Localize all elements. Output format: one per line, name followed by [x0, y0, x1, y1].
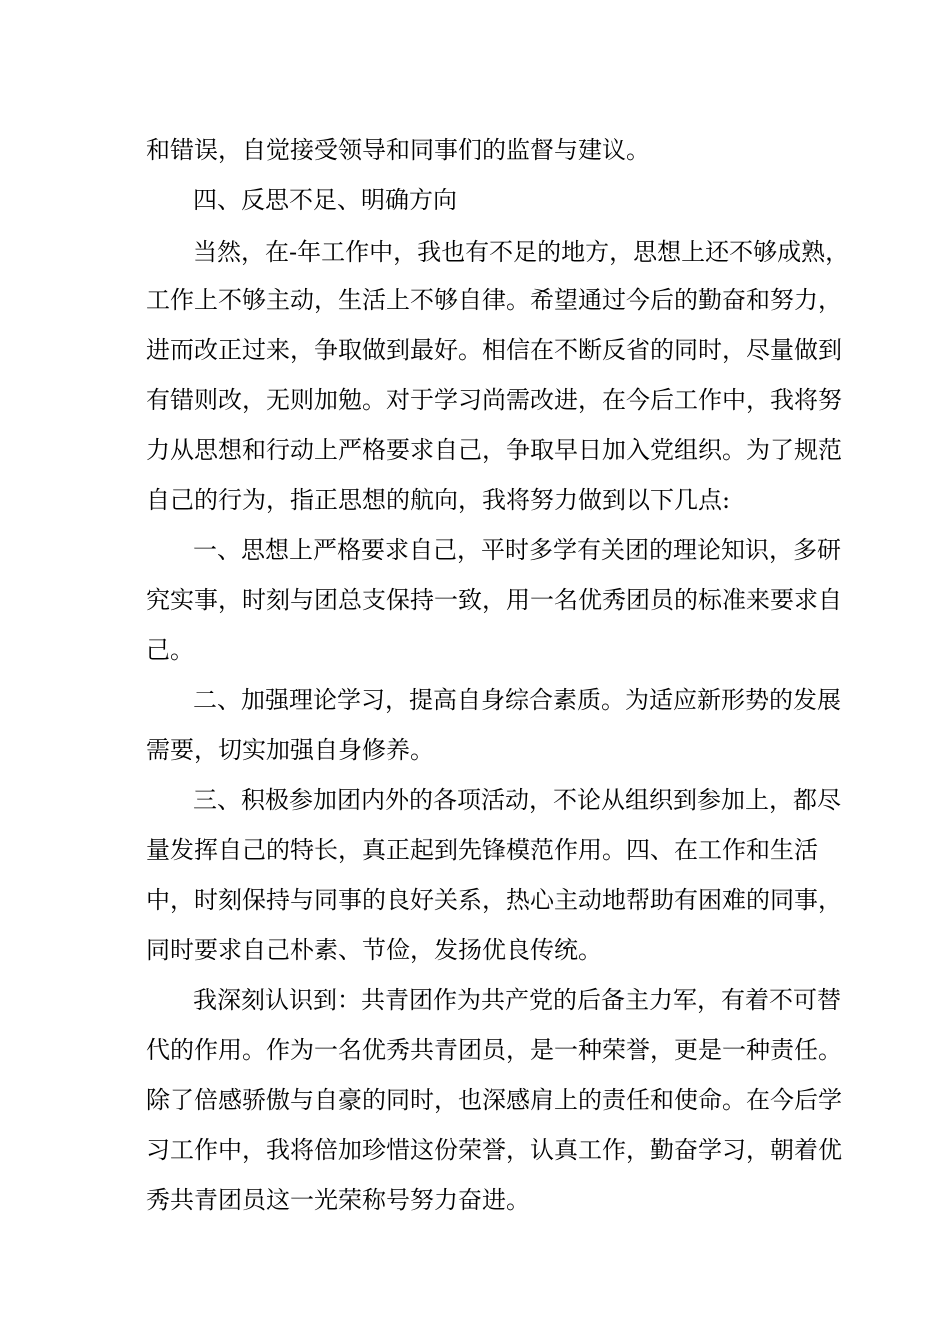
- line-text: 二、加强理论学习，提高自身综合素质。为适应新形势的发展: [193, 686, 841, 714]
- line-text: 和错误，自觉接受领导和同事们的监督与建议。: [146, 136, 650, 164]
- line-text: 进而改正过来，争取做到最好。相信在不断反省的同时，尽量做到: [146, 336, 842, 364]
- line-text: 当然，在-年工作中，我也有不足的地方，思想上还不够成熟，: [193, 238, 850, 266]
- line-text: 一、思想上严格要求自己，平时多学有关团的理论知识，多研: [193, 536, 841, 564]
- line-text: 自己的行为，指正思想的航向，我将努力做到以下几点:: [146, 486, 731, 514]
- line-text: 有错则改，无则加勉。对于学习尚需改进，在今后工作中，我将努: [146, 386, 842, 414]
- line-text: 需要，切实加强自身修养。: [146, 736, 434, 764]
- line-text: 同时要求自己朴素、节俭，发扬优良传统。: [146, 936, 602, 964]
- line-text: 除了倍感骄傲与自豪的同时，也深感肩上的责任和使命。在今后学: [146, 1086, 842, 1114]
- line-text: 习工作中，我将倍加珍惜这份荣誉，认真工作，勤奋学习，朝着优: [146, 1136, 842, 1164]
- line-text: 究实事，时刻与团总支保持一致，用一名优秀团员的标准来要求自: [146, 586, 842, 614]
- line-text: 力从思想和行动上严格要求自己，争取早日加入党组织。为了规范: [146, 436, 842, 464]
- line-text: 工作上不够主动，生活上不够自律。希望通过今后的勤奋和努力，: [146, 286, 842, 314]
- line-text: 代的作用。作为一名优秀共青团员，是一种荣誉，更是一种责任。: [146, 1036, 842, 1064]
- line-text: 己。: [146, 636, 194, 664]
- line-text: 我深刻认识到：共青团作为共产党的后备主力军，有着不可替: [193, 986, 841, 1014]
- line-text: 三、积极参加团内外的各项活动，不论从组织到参加上，都尽: [193, 786, 841, 814]
- line-text: 四、反思不足、明确方向: [193, 186, 457, 214]
- line-text: 量发挥自己的特长，真正起到先锋模范作用。四、在工作和生活: [146, 836, 818, 864]
- line-text: 中，时刻保持与同事的良好关系，热心主动地帮助有困难的同事，: [146, 886, 842, 914]
- line-text: 秀共青团员这一光荣称号努力奋进。: [146, 1186, 530, 1214]
